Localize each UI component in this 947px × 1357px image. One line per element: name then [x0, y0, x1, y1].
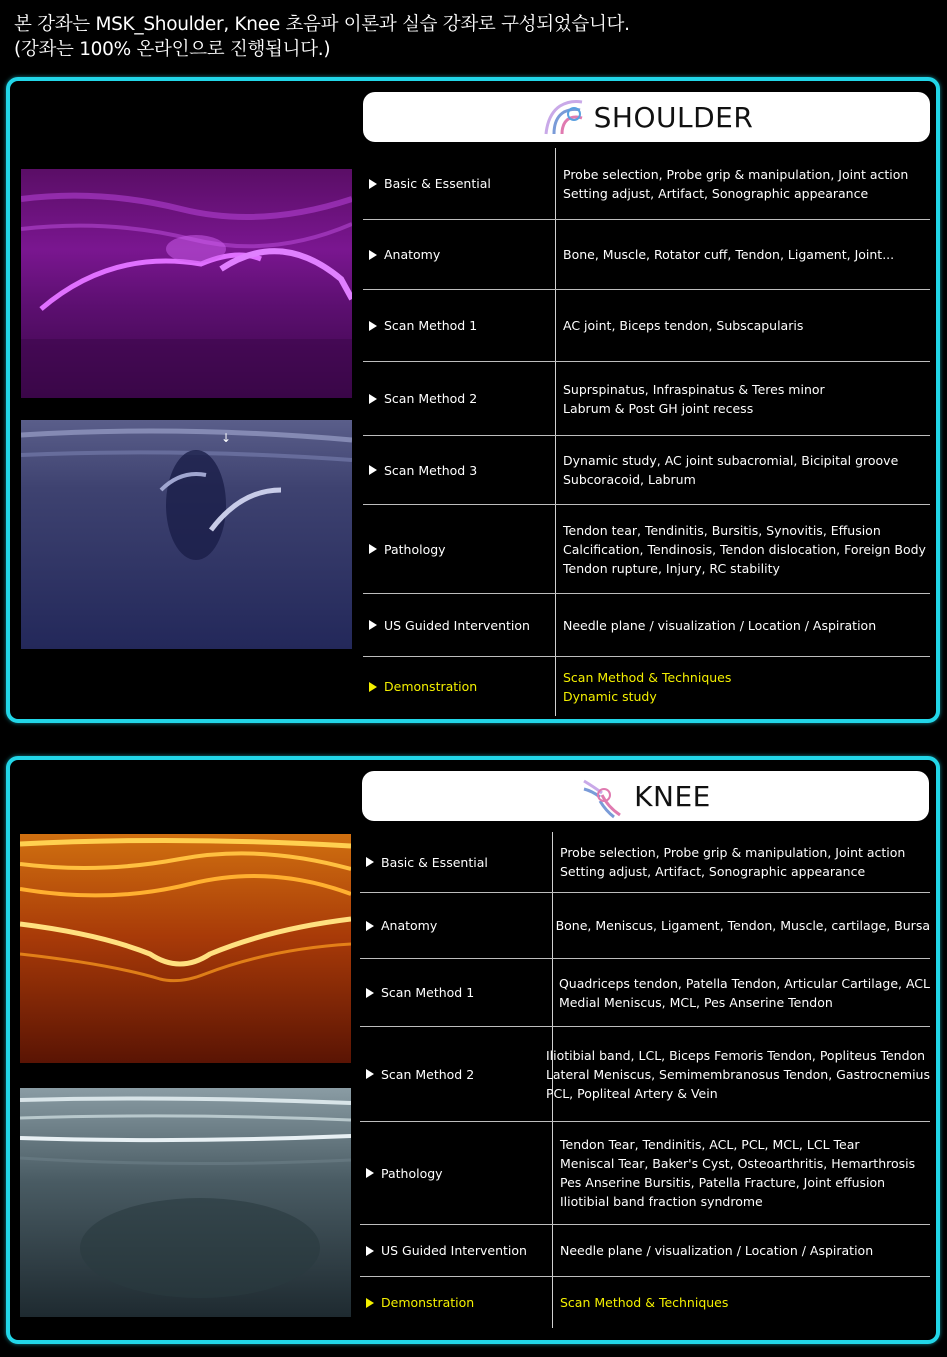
- description-line: Labrum & Post GH joint recess: [563, 400, 754, 416]
- description-line: Bone, Muscle, Rotator cuff, Tendon, Ligament, Joint...: [563, 247, 895, 262]
- row-description: [539, 1046, 930, 1103]
- triangle-bullet-icon: [366, 1246, 374, 1256]
- intro-text: [14, 12, 630, 62]
- row-description: [553, 1135, 915, 1211]
- description-line: Tendon Tear, Tendinitis, ACL, PCL, MCL, LCL Tear: [560, 1137, 860, 1152]
- row-label: [363, 542, 556, 557]
- table-row: [363, 220, 930, 290]
- description-line: Lateral Meniscus, Semimembranosus Tendon, Gastrocnemius: [545, 1066, 930, 1082]
- triangle-bullet-icon: [369, 321, 377, 331]
- description-line: Pes Anserine Bursitis, Patella Fracture, Joint effusion: [560, 1175, 886, 1190]
- row-label: [363, 463, 556, 478]
- triangle-bullet-icon: [366, 857, 374, 867]
- knee-course-table: [360, 832, 930, 1328]
- triangle-bullet-icon: [369, 620, 377, 630]
- description-line: Medial Meniscus, MCL, Pes Anserine Tendon: [558, 994, 833, 1010]
- table-row: [363, 594, 930, 657]
- row-label: [360, 1166, 553, 1181]
- row-label-text: Basic & Essential: [384, 176, 491, 191]
- shoulder-title: SHOULDER: [593, 100, 754, 134]
- row-label: [360, 918, 549, 933]
- description-line: Subcoracoid, Labrum: [563, 472, 696, 487]
- triangle-bullet-icon: [366, 1168, 374, 1178]
- knee-ultrasound-image-grey: [20, 1088, 351, 1317]
- shoulder-ultrasound-image-magenta: [21, 169, 352, 398]
- description-line: Quadriceps tendon, Patella Tendon, Articular Cartilage, ACL: [558, 975, 930, 991]
- row-label: [363, 618, 556, 633]
- table-row: [363, 148, 930, 220]
- row-label: [363, 318, 556, 333]
- row-description: [552, 974, 930, 1012]
- row-description: [556, 316, 803, 335]
- row-label-text: Scan Method 2: [384, 391, 478, 406]
- shoulder-header: [363, 92, 930, 142]
- triangle-bullet-icon: [369, 682, 377, 692]
- description-line: Probe selection, Probe grip & manipulation, Joint action: [560, 845, 906, 860]
- triangle-bullet-icon: [369, 179, 377, 189]
- table-row: [360, 1225, 930, 1277]
- description-line: Suprspinatus, Infraspinatus & Teres minor: [563, 381, 825, 397]
- row-label-text: Scan Method 3: [384, 462, 478, 478]
- description-line: Tendon tear, Tendinitis, Bursitis, Synovitis, Effusion: [563, 522, 881, 538]
- row-label-text: Pathology: [381, 1165, 443, 1181]
- description-line: Meniscal Tear, Baker's Cyst, Osteoarthritis, Hemarthrosis: [560, 1156, 916, 1171]
- row-label: [360, 1243, 553, 1258]
- row-description: [553, 1241, 873, 1260]
- table-row: [363, 290, 930, 362]
- table-row: [363, 657, 930, 716]
- description-line: Needle plane / visualization / Location / Aspiration: [563, 617, 877, 633]
- triangle-bullet-icon: [369, 544, 377, 554]
- row-label: [360, 1295, 553, 1310]
- row-label: [363, 391, 556, 406]
- knee-header: [362, 771, 929, 821]
- row-description: [556, 668, 731, 706]
- knee-title: KNEE: [634, 779, 711, 813]
- row-label: [363, 176, 556, 191]
- table-row: [360, 959, 930, 1027]
- row-label-text: US Guided Intervention: [381, 1243, 527, 1258]
- table-row: [363, 362, 930, 436]
- row-label-text: Basic & Essential: [381, 854, 488, 870]
- row-description: [556, 521, 926, 578]
- shoulder-joint-icon: [540, 94, 586, 140]
- row-label-text: Anatomy: [381, 918, 438, 933]
- svg-text:↓: ↓: [221, 431, 232, 445]
- table-row: [360, 1277, 930, 1328]
- description-line: Setting adjust, Artifact, Sonographic appearance: [560, 864, 866, 879]
- row-label: [363, 679, 556, 694]
- table-row: [360, 1122, 930, 1225]
- row-label-text: Scan Method 2: [381, 1066, 475, 1082]
- description-line: Dynamic study, AC joint subacromial, Bicipital groove: [563, 453, 899, 468]
- row-description: [556, 245, 894, 264]
- row-description: [553, 1293, 728, 1312]
- shoulder-ultrasound-image-blue: [21, 420, 352, 649]
- row-label-text: Scan Method 1: [381, 985, 475, 1000]
- description-line: PCL, Popliteal Artery & Vein: [545, 1085, 718, 1101]
- row-description: [556, 165, 908, 203]
- table-row: [363, 505, 930, 594]
- description-line: Bone, Meniscus, Ligament, Tendon, Muscle, cartilage, Bursa: [555, 918, 930, 933]
- table-row: [360, 1027, 930, 1122]
- triangle-bullet-icon: [366, 988, 374, 998]
- triangle-bullet-icon: [369, 394, 377, 404]
- row-label-text: Anatomy: [384, 247, 441, 262]
- description-line: Iliotibial band, LCL, Biceps Femoris Tendon, Popliteus Tendon: [545, 1047, 926, 1063]
- description-line: Scan Method & Techniques: [560, 1295, 729, 1310]
- row-label-text: Demonstration: [384, 679, 478, 694]
- intro-line-2: (강좌는 100% 온라인으로 진행됩니다.): [14, 39, 331, 60]
- row-label-text: Pathology: [384, 541, 446, 557]
- shoulder-panel: [6, 77, 940, 723]
- triangle-bullet-icon: [369, 465, 377, 475]
- row-description: [556, 616, 876, 635]
- intro-line-1: 본 강좌는 MSK_Shoulder, Knee 초음파 이론과 실습 강좌로 구성되었습니다.: [14, 14, 630, 35]
- description-line: Iliotibial band fraction syndrome: [560, 1194, 763, 1209]
- row-label: [360, 1067, 539, 1082]
- row-description: [553, 843, 905, 881]
- triangle-bullet-icon: [366, 921, 374, 931]
- shoulder-course-table: [363, 148, 930, 716]
- knee-panel: [6, 756, 940, 1344]
- knee-ultrasound-image-orange: [20, 834, 351, 1063]
- row-label-text: US Guided Intervention: [384, 617, 530, 633]
- table-row: [360, 893, 930, 959]
- triangle-bullet-icon: [366, 1298, 374, 1308]
- row-description: [556, 380, 825, 418]
- row-label-text: Demonstration: [381, 1295, 475, 1310]
- row-label-text: Scan Method 1: [384, 318, 478, 333]
- description-line: AC joint, Biceps tendon, Subscapularis: [563, 318, 804, 333]
- row-label: [363, 247, 556, 262]
- description-line: Dynamic study: [563, 688, 657, 704]
- row-description: [556, 451, 898, 489]
- description-line: Probe selection, Probe grip & manipulation, Joint action: [563, 166, 909, 182]
- description-line: Calcification, Tendinosis, Tendon dislocation, Foreign Body: [563, 541, 926, 557]
- description-line: Setting adjust, Artifact, Sonographic appearance: [563, 185, 869, 201]
- row-description: [549, 916, 930, 935]
- description-line: Needle plane / visualization / Location / Aspiration: [560, 1243, 874, 1258]
- row-label: [360, 855, 553, 870]
- description-line: Scan Method & Techniques: [563, 669, 732, 685]
- knee-joint-icon: [580, 773, 626, 819]
- description-line: Tendon rupture, Injury, RC stability: [563, 560, 780, 576]
- triangle-bullet-icon: [369, 250, 377, 260]
- triangle-bullet-icon: [366, 1069, 374, 1079]
- table-row: [363, 436, 930, 505]
- row-label: [360, 985, 552, 1000]
- table-row: [360, 832, 930, 893]
